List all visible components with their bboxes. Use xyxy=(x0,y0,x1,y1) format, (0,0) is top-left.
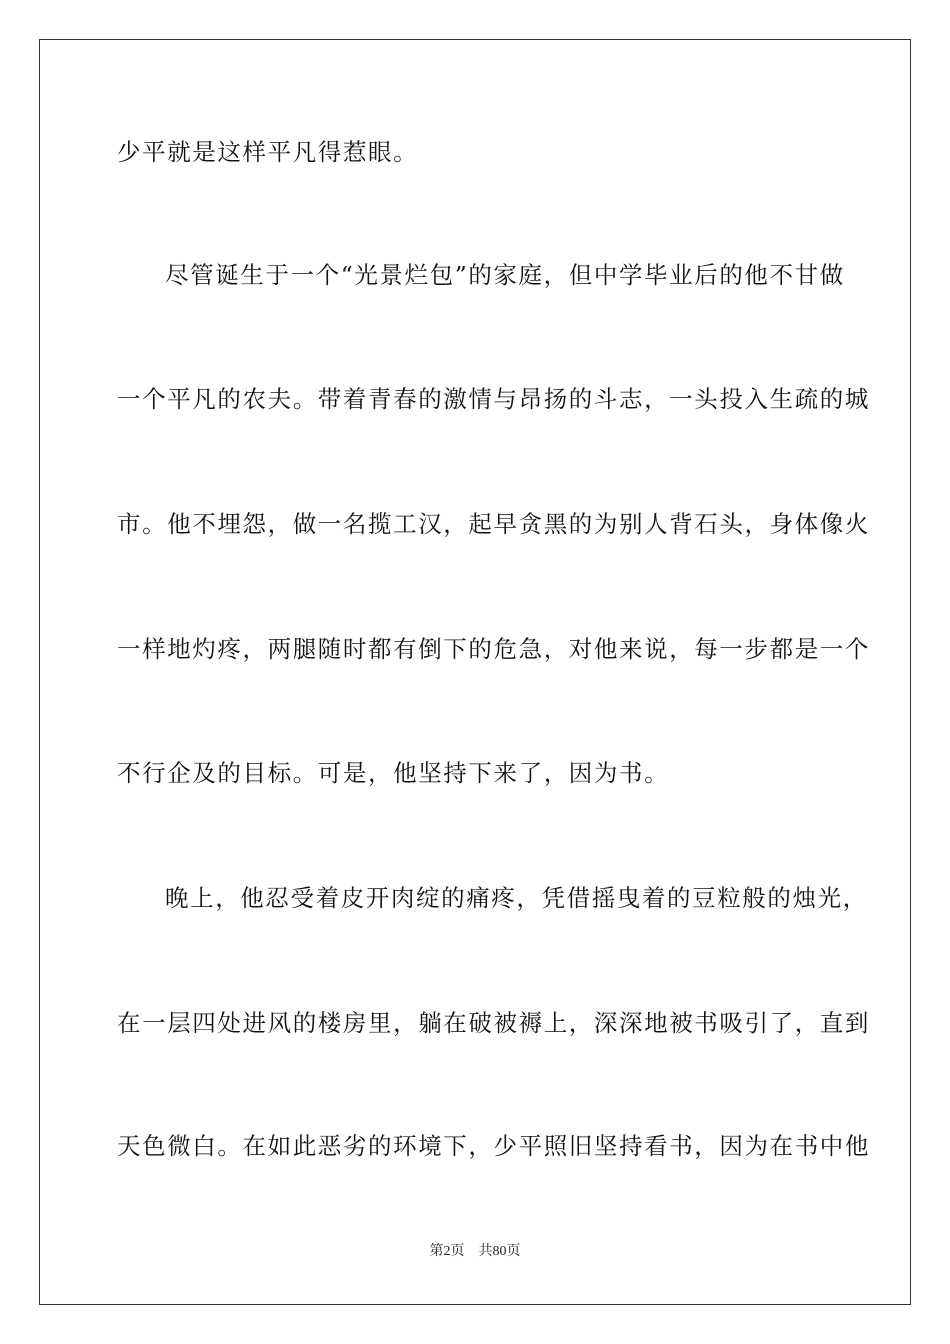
text-line-3: 一个平凡的农夫。带着青春的激情与昂扬的斗志，一头投入生疏的城 xyxy=(117,385,870,413)
text-line-6: 不行企及的目标。可是，他坚持下来了，因为书。 xyxy=(117,759,670,787)
page-border xyxy=(39,39,911,1305)
page-total: 共80页 xyxy=(478,1244,521,1259)
page-footer xyxy=(0,1243,950,1261)
text-line-7: 晚上，他忍受着皮开肉绽的痛疼，凭借摇曳着的豆粒般的烛光， xyxy=(165,884,868,912)
text-line-5: 一样地灼疼，两腿随时都有倒下的危急，对他来说，每一步都是一个 xyxy=(117,635,870,663)
page-number: 第2页 xyxy=(429,1244,465,1259)
text-line-9: 天色微白。在如此恶劣的环境下，少平照旧坚持看书，因为在书中他 xyxy=(117,1132,870,1160)
text-line-4: 市。他不埋怨，做一名揽工汉，起早贪黑的为别人背石头，身体像火 xyxy=(117,510,870,538)
text-line-8: 在一层四处进风的楼房里，躺在破被褥上，深深地被书吸引了，直到 xyxy=(117,1009,870,1037)
text-line-1: 少平就是这样平凡得惹眼。 xyxy=(117,138,419,166)
text-line-2: 尽管诞生于一个“光景烂包”的家庭，但中学毕业后的他不甘做 xyxy=(165,261,845,289)
